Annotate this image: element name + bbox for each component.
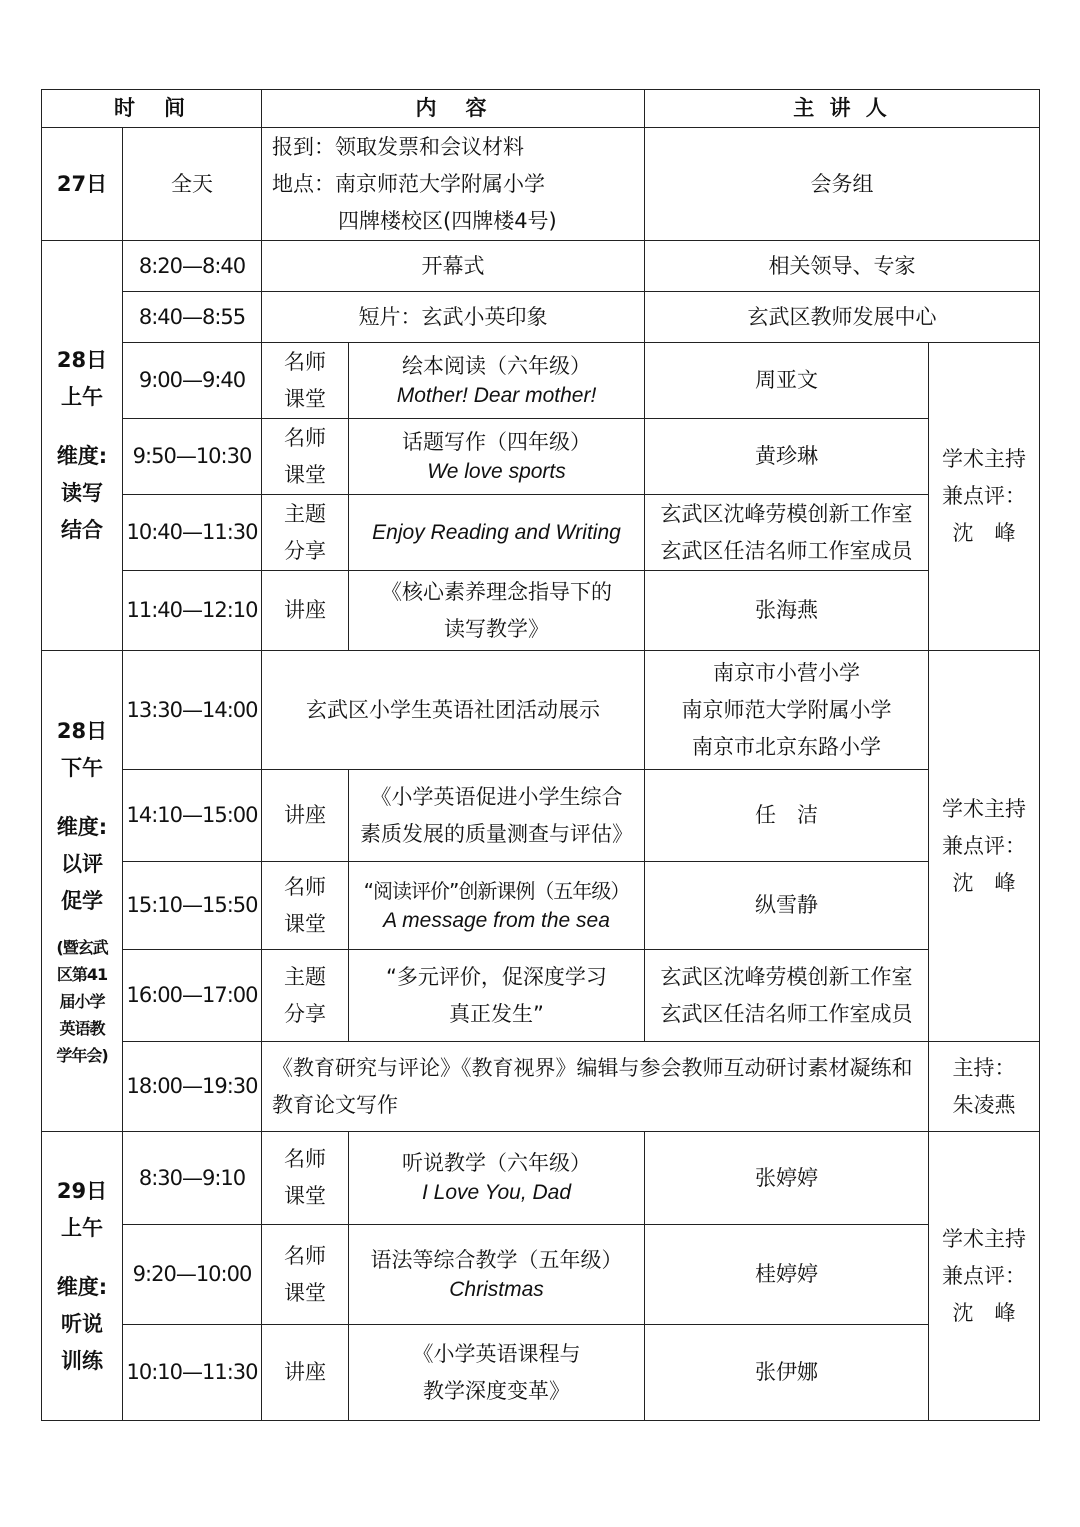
table-row bbox=[42, 343, 1040, 419]
type-line: 课堂 bbox=[284, 1184, 326, 1208]
speaker-cell: 周亚文 bbox=[645, 343, 929, 419]
note-line: 届小学 bbox=[59, 992, 105, 1011]
content-en: Christmas bbox=[449, 1277, 544, 1301]
day-cell: 27日 bbox=[42, 128, 123, 241]
speaker-cell bbox=[645, 495, 929, 571]
host-line: 沈 峰 bbox=[952, 870, 1016, 895]
time-cell: 9:00—9:40 bbox=[123, 343, 262, 419]
content-line: 报到：领取发票和会议材料 bbox=[272, 134, 524, 159]
dimension-line: 以评 bbox=[61, 852, 103, 876]
content-cell: 《教育研究与评论》《教育视界》编辑与参会教师互动研讨素材凝练和教育论文写作 bbox=[262, 1042, 929, 1132]
day-line: 28日 bbox=[56, 348, 108, 372]
content-cell bbox=[349, 1225, 645, 1325]
content-en: We love sports bbox=[427, 459, 566, 483]
note-line: 学年会) bbox=[56, 1046, 108, 1065]
table-row bbox=[42, 292, 1040, 343]
table-row bbox=[42, 1325, 1040, 1421]
type-cell bbox=[262, 343, 349, 419]
content-cell: 开幕式 bbox=[262, 241, 645, 292]
content-line: 《核心素养理念指导下的 bbox=[381, 579, 612, 604]
content-line: 教学深度变革》 bbox=[423, 1378, 570, 1403]
speaker-line: 玄武区沈峰劳模创新工作室 bbox=[660, 964, 913, 989]
content-cn: 听说教学（六年级） bbox=[402, 1151, 591, 1175]
host-cell bbox=[929, 1132, 1040, 1421]
note-line: 英语教 bbox=[59, 1019, 105, 1038]
time-cell: 9:50—10:30 bbox=[123, 419, 262, 495]
type-cell: 讲座 bbox=[262, 1325, 349, 1421]
type-line: 课堂 bbox=[284, 386, 326, 411]
type-line: 分享 bbox=[284, 538, 326, 563]
speaker-cell: 张伊娜 bbox=[645, 1325, 929, 1421]
time-cell: 10:40—11:30 bbox=[123, 495, 262, 571]
content-line: 《小学英语课程与 bbox=[412, 1341, 581, 1366]
speaker-cell: 张婷婷 bbox=[645, 1132, 929, 1225]
content-cell: 短片：玄武小英印象 bbox=[262, 292, 645, 343]
speaker-line: 玄武区沈峰劳模创新工作室 bbox=[660, 501, 913, 526]
time-cell: 8:30—9:10 bbox=[123, 1132, 262, 1225]
content-cell bbox=[349, 419, 645, 495]
type-line: 课堂 bbox=[284, 911, 326, 936]
speaker-line: 南京市小营小学 bbox=[713, 660, 860, 685]
type-cell bbox=[262, 1132, 349, 1225]
table-row bbox=[42, 419, 1040, 495]
dimension-line: 维度: bbox=[56, 1274, 108, 1299]
day-cell bbox=[42, 241, 123, 651]
content-en: I Love You, Dad bbox=[421, 1181, 572, 1204]
host-line: 沈 峰 bbox=[952, 521, 1016, 545]
day-cell bbox=[42, 651, 123, 1132]
type-cell bbox=[262, 419, 349, 495]
speaker-cell: 相关领导、专家 bbox=[645, 241, 1040, 292]
type-line: 分享 bbox=[284, 1001, 326, 1026]
type-cell bbox=[262, 950, 349, 1042]
time-cell: 8:20—8:40 bbox=[123, 241, 262, 292]
content-cell bbox=[349, 343, 645, 419]
table-row bbox=[42, 651, 1040, 770]
type-line: 主题 bbox=[284, 501, 326, 526]
host-cell bbox=[929, 1042, 1040, 1132]
type-line: 名师 bbox=[284, 1147, 326, 1171]
note-line: 区第41 bbox=[56, 965, 108, 984]
table-row bbox=[42, 1132, 1040, 1225]
speaker-cell: 任 洁 bbox=[645, 770, 929, 862]
type-line: 名师 bbox=[284, 425, 326, 450]
content-cn: 语法等综合教学（五年级） bbox=[370, 1247, 623, 1272]
dimension-line: 维度: bbox=[56, 815, 108, 839]
content-cell: Enjoy Reading and Writing bbox=[349, 495, 645, 571]
day-line: 上午 bbox=[61, 385, 103, 409]
dimension-line: 维度: bbox=[56, 444, 108, 468]
type-cell: 讲座 bbox=[262, 770, 349, 862]
time-cell: 9:20—10:00 bbox=[123, 1225, 262, 1325]
host-line: 朱凌燕 bbox=[952, 1092, 1016, 1117]
time-cell: 10:10—11:30 bbox=[123, 1325, 262, 1421]
content-cell bbox=[349, 1325, 645, 1421]
type-line: 名师 bbox=[284, 349, 326, 374]
content-line: 地点：南京师范大学附属小学 bbox=[272, 171, 545, 196]
header-speaker: 主 讲 人 bbox=[645, 90, 1040, 128]
time-cell: 11:40—12:10 bbox=[123, 571, 262, 651]
host-line: 学术主持 bbox=[942, 1226, 1026, 1251]
content-line: “多元评价，促深度学习 bbox=[386, 964, 607, 989]
type-line: 名师 bbox=[284, 1243, 326, 1268]
table-row bbox=[42, 950, 1040, 1042]
header-time: 时 间 bbox=[42, 90, 262, 128]
host-line: 兼点评： bbox=[942, 833, 1026, 858]
type-line: 课堂 bbox=[284, 462, 326, 487]
speaker-cell: 会务组 bbox=[645, 128, 1040, 241]
content-line: 素质发展的质量测查与评估》 bbox=[360, 821, 633, 846]
schedule-table bbox=[41, 89, 1040, 1421]
content-line: 四牌楼校区(四牌楼4号) bbox=[338, 208, 557, 233]
host-line: 兼点评： bbox=[942, 1263, 1026, 1288]
speaker-line: 玄武区任洁名师工作室成员 bbox=[660, 538, 913, 563]
time-cell: 15:10—15:50 bbox=[123, 862, 262, 950]
host-line: 主持： bbox=[952, 1055, 1016, 1080]
host-cell bbox=[929, 651, 1040, 1042]
speaker-line: 南京市北京东路小学 bbox=[692, 734, 881, 759]
content-line: 真正发生” bbox=[449, 1001, 544, 1026]
day-line: 下午 bbox=[61, 756, 103, 780]
speaker-cell bbox=[645, 950, 929, 1042]
table-row bbox=[42, 571, 1040, 651]
host-line: 学术主持 bbox=[942, 447, 1026, 471]
speaker-cell: 纵雪静 bbox=[645, 862, 929, 950]
content-en: Mother! Dear mother! bbox=[396, 383, 597, 407]
dimension-line: 听说 bbox=[61, 1311, 103, 1336]
type-line: 主题 bbox=[284, 964, 326, 989]
content-cn: 绘本阅读（六年级） bbox=[402, 353, 591, 378]
speaker-cell: 张海燕 bbox=[645, 571, 929, 651]
day-line: 29日 bbox=[56, 1178, 108, 1203]
table-row bbox=[42, 495, 1040, 571]
content-en: A message from the sea bbox=[383, 908, 610, 932]
speaker-cell: 黄珍琳 bbox=[645, 419, 929, 495]
time-cell: 8:40—8:55 bbox=[123, 292, 262, 343]
table-row bbox=[42, 862, 1040, 950]
table-row bbox=[42, 241, 1040, 292]
type-line: 课堂 bbox=[284, 1280, 326, 1305]
day-cell bbox=[42, 1132, 123, 1421]
day-line: 28日 bbox=[56, 719, 108, 743]
time-cell: 13:30—14:00 bbox=[123, 651, 262, 770]
dimension-line: 读写 bbox=[61, 481, 103, 505]
speaker-cell: 桂婷婷 bbox=[645, 1225, 929, 1325]
time-cell: 18:00—19:30 bbox=[123, 1042, 262, 1132]
time-cell: 全天 bbox=[123, 128, 262, 241]
content-line: 读写教学》 bbox=[444, 616, 549, 641]
content-cell bbox=[349, 571, 645, 651]
type-cell: 讲座 bbox=[262, 571, 349, 651]
content-cell bbox=[349, 770, 645, 862]
speaker-line: 南京师范大学附属小学 bbox=[681, 697, 892, 722]
speaker-line: 玄武区任洁名师工作室成员 bbox=[660, 1001, 913, 1026]
header-content: 内 容 bbox=[262, 90, 645, 128]
dimension-line: 结合 bbox=[61, 518, 103, 542]
note-line: (暨玄武 bbox=[56, 938, 108, 957]
dimension-line: 促学 bbox=[61, 889, 103, 913]
content-cell bbox=[262, 128, 645, 241]
time-cell: 16:00—17:00 bbox=[123, 950, 262, 1042]
content-line: 《小学英语促进小学生综合 bbox=[370, 784, 623, 809]
table-row bbox=[42, 1042, 1040, 1132]
type-cell bbox=[262, 1225, 349, 1325]
speaker-cell bbox=[645, 651, 929, 770]
type-cell bbox=[262, 862, 349, 950]
host-line: 学术主持 bbox=[942, 796, 1026, 821]
type-line: 名师 bbox=[284, 874, 326, 899]
content-cell bbox=[349, 1132, 645, 1225]
content-cell bbox=[349, 862, 645, 950]
content-cn: 话题写作（四年级） bbox=[402, 429, 591, 454]
host-cell bbox=[929, 343, 1040, 651]
host-line: 兼点评： bbox=[942, 484, 1026, 508]
day-line: 上午 bbox=[61, 1215, 103, 1240]
host-line: 沈 峰 bbox=[952, 1300, 1016, 1325]
table-row bbox=[42, 1225, 1040, 1325]
time-cell: 14:10—15:00 bbox=[123, 770, 262, 862]
dimension-line: 训练 bbox=[61, 1348, 103, 1373]
content-cell bbox=[349, 950, 645, 1042]
speaker-cell: 玄武区教师发展中心 bbox=[645, 292, 1040, 343]
table-row bbox=[42, 770, 1040, 862]
table-row bbox=[42, 128, 1040, 241]
content-cn: “阅读评价”创新课例（五年级） bbox=[363, 878, 630, 903]
type-cell bbox=[262, 495, 349, 571]
content-cell: 玄武区小学生英语社团活动展示 bbox=[262, 651, 645, 770]
